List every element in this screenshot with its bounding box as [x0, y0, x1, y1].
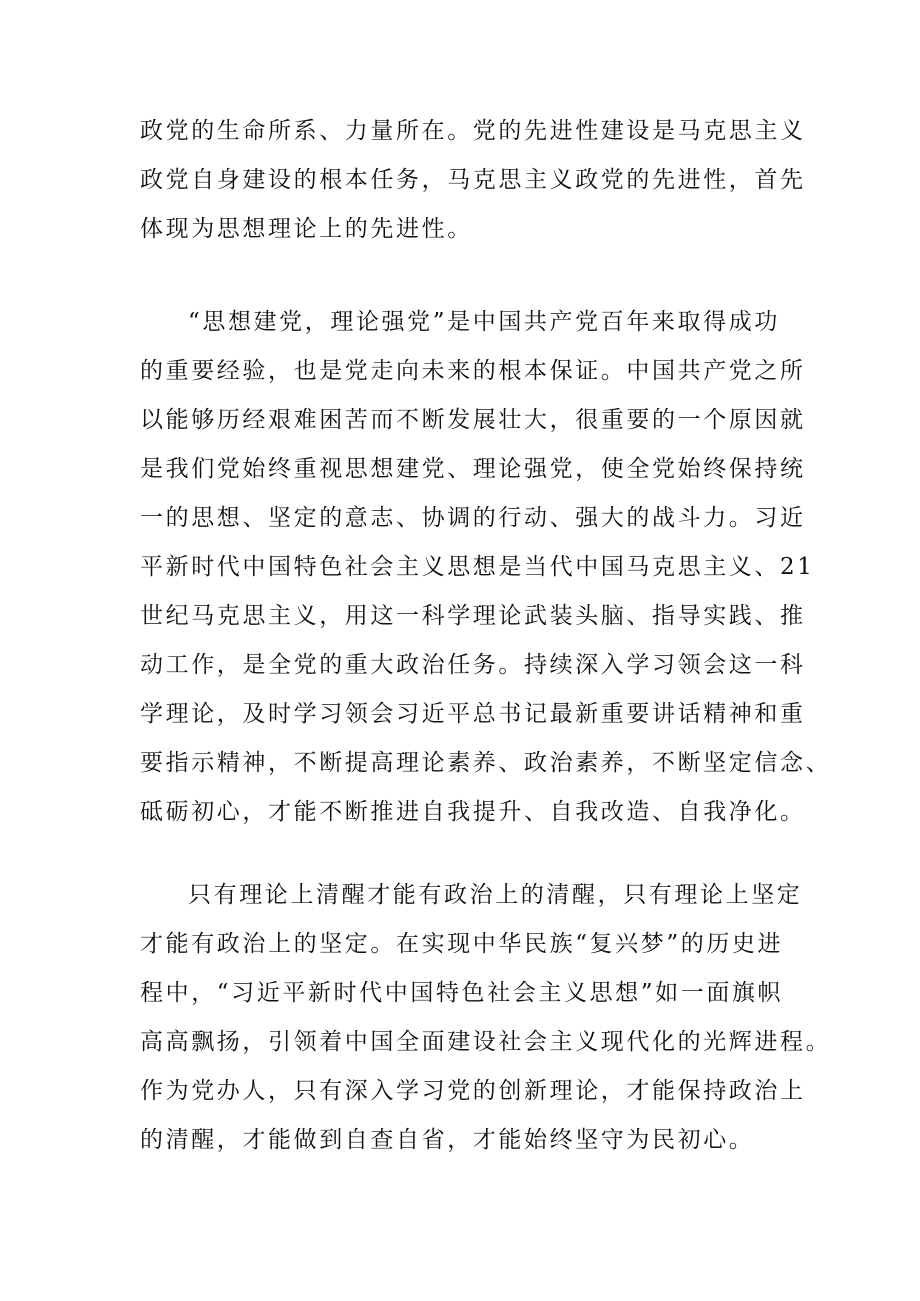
text-line: 的重要经验，也是党走向未来的根本保证。中国共产党之所 [140, 358, 806, 384]
text-line: 政党自身建设的根本任务，马克思主义政党的先进性，首先 [140, 167, 806, 193]
text-line: 作为党办人，只有深入学习党的创新理论，才能保持政治上 [140, 1078, 806, 1104]
text-line: 程中，“习近平新时代中国特色社会主义思想”如一面旗帜 [140, 980, 784, 1006]
text-line: 政党的生命所系、力量所在。党的先进性建设是马克思主义 [140, 118, 806, 144]
text-line: 才能有政治上的坚定。在实现中华民族“复兴梦”的历史进 [140, 931, 784, 957]
text-line: 的清醒，才能做到自查自省，才能始终坚守为民初心。 [140, 1127, 755, 1153]
text-line: “思想建党，理论强党”是中国共产党百年来取得成功 [188, 309, 780, 335]
text-line: 高高飘扬，引领着中国全面建设社会主义现代化的光辉进程。 [140, 1029, 832, 1055]
text-line: 砥砺初心，才能不断推进自我提升、自我改造、自我净化。 [140, 799, 806, 825]
paragraph-2 [140, 298, 832, 837]
text-line: 世纪马克思主义，用这一科学理论武装头脑、指导实践、推 [140, 603, 806, 629]
text-line: 是我们党始终重视思想建党、理论强党，使全党始终保持统 [140, 456, 806, 482]
text-line: 只有理论上清醒才能有政治上的清醒，只有理论上坚定 [188, 882, 803, 908]
text-line: 平新时代中国特色社会主义思想是当代中国马克思主义、21 [140, 554, 815, 580]
text-line: 体现为思想理论上的先进性。 [140, 216, 473, 242]
text-line: 一的思想、坚定的意志、协调的行动、强大的战斗力。习近 [140, 505, 806, 531]
text-line: 要指示精神，不断提高理论素养、政治素养，不断坚定信念、 [140, 750, 832, 776]
paragraph-3 [140, 871, 832, 1165]
paragraph-1 [140, 107, 806, 254]
text-line: 动工作，是全党的重大政治任务。持续深入学习领会这一科 [140, 652, 806, 678]
text-line: 学理论，及时学习领会习近平总书记最新重要讲话精神和重 [140, 701, 806, 727]
text-line: 以能够历经艰难困苦而不断发展壮大，很重要的一个原因就 [140, 407, 806, 433]
